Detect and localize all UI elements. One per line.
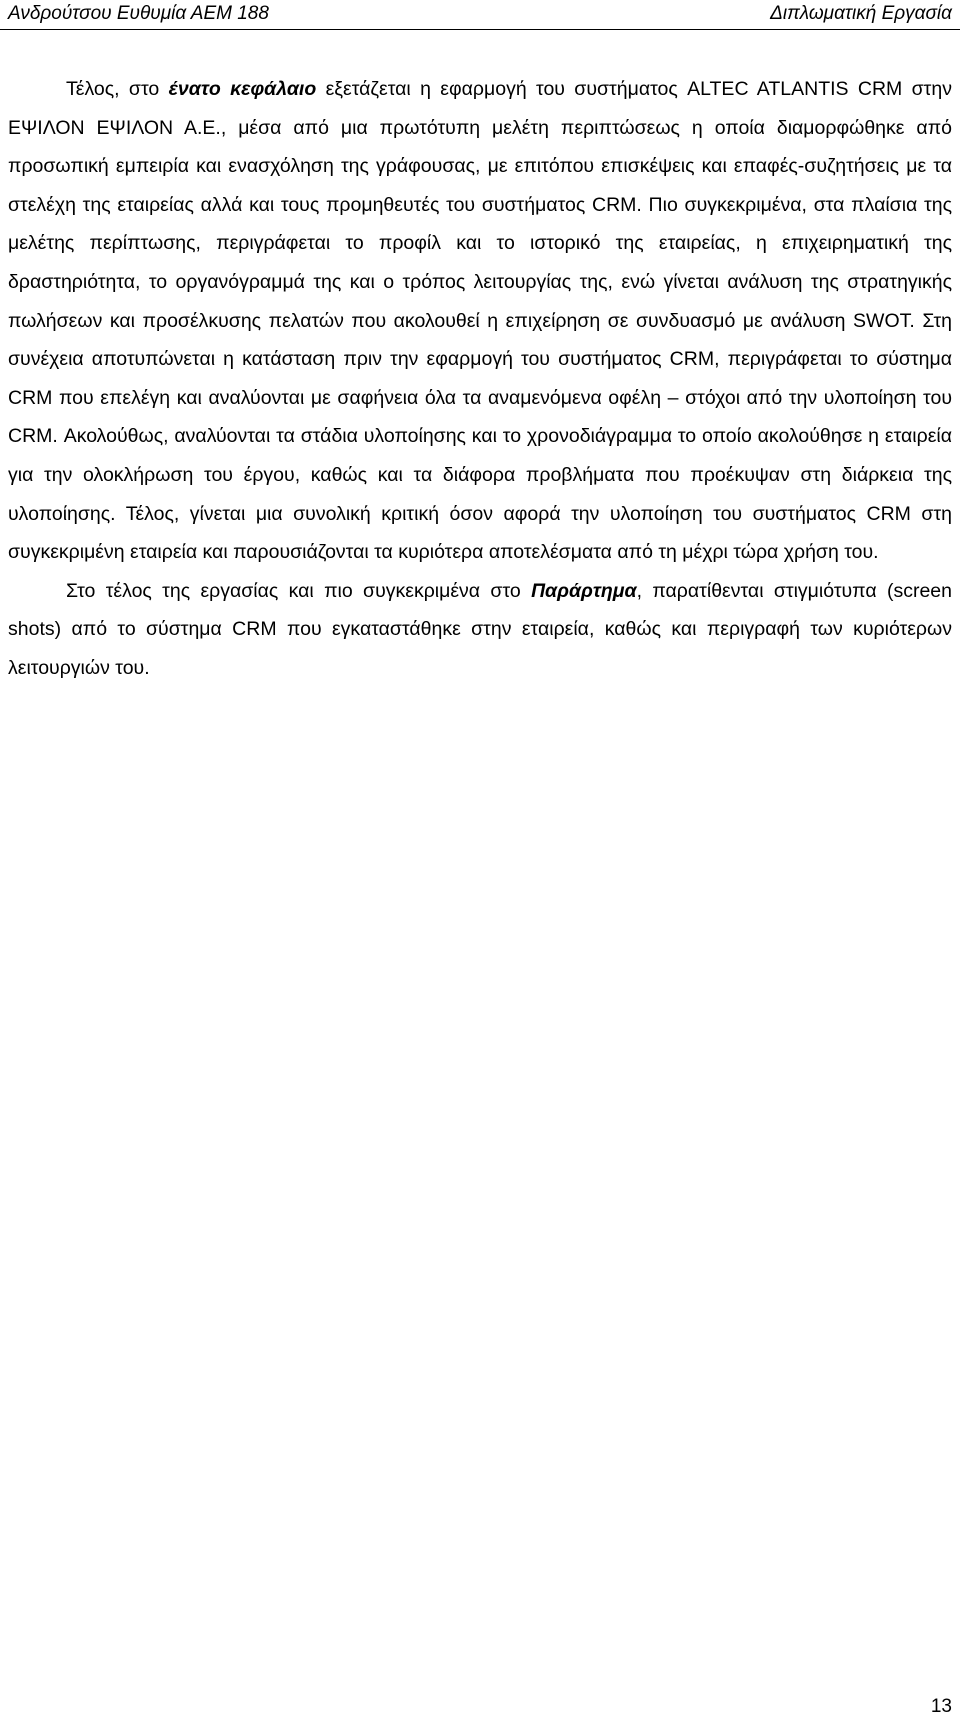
paragraph-text: Στο τέλος της εργασίας και πιο συγκεκριμένα στο: [66, 579, 532, 602]
emphasized-appendix-reference: Παράρτημα: [531, 579, 637, 602]
body-text: [8, 70, 952, 688]
page-number: 13: [930, 1696, 952, 1717]
header-author: Ανδρούτσου Ευθυμία ΑΕΜ 188: [8, 3, 269, 24]
running-header: [0, 0, 960, 30]
header-divider: [0, 29, 960, 30]
paragraph-text: Τέλος, στο: [66, 78, 169, 100]
emphasized-chapter-reference: ένατο κεφάλαιο: [168, 78, 317, 100]
paragraph-appendix-summary: [8, 572, 952, 688]
paragraph-text: , παρατίθενται στιγμιότυπα (screen shots) από το σύστημα CRM που εγκαταστάθηκε στην εταιρεία, καθώς και περιγραφή των κυριότερων λειτουργιών του.: [8, 579, 952, 679]
header-document-type: Διπλωματική Εργασία: [770, 3, 952, 24]
paragraph-chapter-nine-summary: [8, 70, 952, 572]
paragraph-text: εξετάζεται η εφαρμογή του συστήματος ALTEC ATLANTIS CRM στην ΕΨΙΛΟΝ ΕΨΙΛΟΝ Α.Ε., μέσα από μια πρωτότυπη μελέτη περιπτώσεως η οποία διαμορφώθηκε από προσωπική εμπειρία και ενασχόληση της γράφουσας, με επιτόπου επισκέψεις και επαφές-συζητήσεις με τα στελέχη της εταιρείας αλλά και τους προμηθευτές του συστήματος CRM. Πιο συγκεκριμένα, στα πλαίσια της μελέτης περίπτωσης, περιγράφεται το προφίλ και το ιστορικό της εταιρείας, η επιχειρηματική της δραστηριότητα, το οργανόγραμμά της και ο τρόπος λειτουργίας της, ενώ γίνεται ανάλυση της στρατηγικής πωλήσεων και προσέλκυσης πελατών που ακολουθεί η επιχείρηση σε συνδυασμό με ανάλυση SWOT. Στη συνέχεια αποτυπώνεται η κατάσταση πριν την εφαρμογή του συστήματος CRM, περιγράφεται το σύστημα CRM που επελέγη και αναλύονται με σαφήνεια όλα τα αναμενόμενα οφέλη – στόχοι από την υλοποίηση του CRM. Ακολούθως, αναλύονται τα στάδια υλοποίησης και το χρονοδιάγραμμα το οποίο ακολούθησε η εταιρεία για την ολοκλήρωση του έργου, καθώς και τα διάφορα προβλήματα που προέκυψαν στη διάρκεια της υλοποίησης. Τέλος, γίνεται μια συνολική κριτική όσον αφορά την υλοποίηση του συστήματος CRM στη συγκεκριμένη εταιρεία και παρουσιάζονται τα κυριότερα αποτελέσματα από τη μέχρι τώρα χρήση του.: [8, 78, 952, 564]
